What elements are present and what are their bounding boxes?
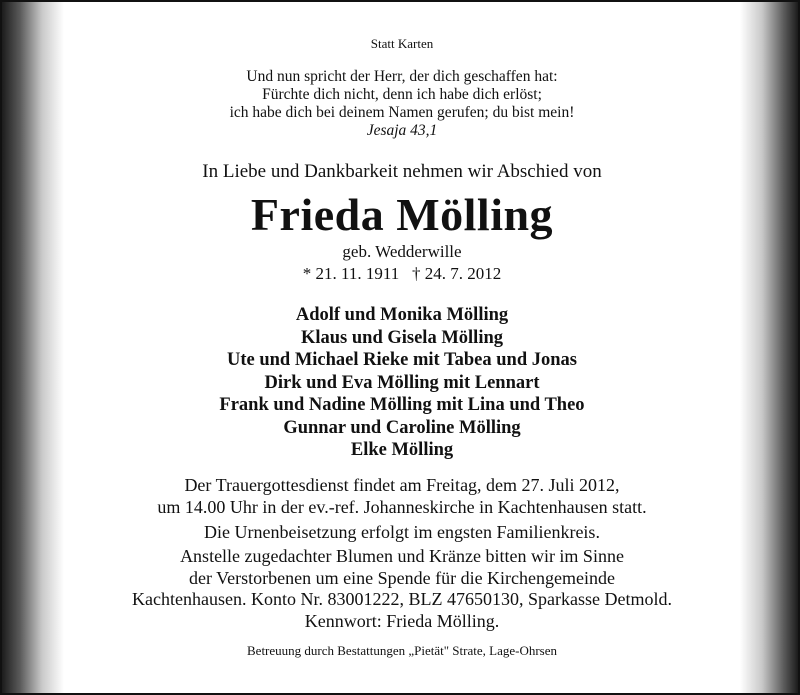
funeral-home-credit: Betreuung durch Bestattungen „Pietät" Strate, Lage-Ohrsen xyxy=(247,643,557,658)
donation-line-3: Kachtenhausen. Konto Nr. 83001222, BLZ 47650130, Sparkasse Detmold. xyxy=(132,589,672,609)
service-line-2: um 14.00 Uhr in der ev.-ref. Johanneskirche in Kachtenhausen statt. xyxy=(157,496,647,517)
obituary-content xyxy=(72,2,732,693)
verse-reference: Jesaja 43,1 xyxy=(366,122,438,139)
service-info xyxy=(72,475,732,518)
birth-date: * 21. 11. 1911 xyxy=(302,264,400,283)
deceased-name: Frieda Mölling xyxy=(250,189,554,240)
donation-line-2: der Verstorbenen um eine Spende für die Kirchengemeinde xyxy=(188,567,615,588)
verse-line-1: Und nun spricht der Herr, der dich geschaffen hat: xyxy=(246,68,558,85)
family-member: Gunnar und Caroline Mölling xyxy=(283,417,521,438)
family-member: Adolf und Monika Mölling xyxy=(295,305,509,325)
donation-request xyxy=(72,546,732,632)
life-dates xyxy=(72,263,732,285)
bible-verse xyxy=(72,68,732,140)
family-member: Frank und Nadine Mölling mit Lina und Theo xyxy=(219,395,585,415)
donation-line-4: Kennwort: Frieda Mölling. xyxy=(304,610,500,631)
verse-line-2: Fürchte dich nicht, denn ich habe dich erlöst; xyxy=(262,86,542,103)
family-list xyxy=(72,304,732,462)
family-member: Elke Mölling xyxy=(350,440,454,460)
birth-name: geb. Wedderwille xyxy=(342,242,462,261)
service-line-1: Der Trauergottesdienst findet am Freitag, dem 27. Juli 2012, xyxy=(184,475,620,495)
urn-burial-info: Die Urnenbeisetzung erfolgt im engsten Familienkreis. xyxy=(204,522,600,542)
donation-line-1: Anstelle zugedachter Blumen und Kränze bitten wir im Sinne xyxy=(180,546,624,566)
family-member: Klaus und Gisela Mölling xyxy=(300,327,503,348)
family-member: Ute und Michael Rieke mit Tabea und Jonas xyxy=(226,350,577,370)
death-date: † 24. 7. 2012 xyxy=(412,264,502,283)
verse-line-3: ich habe dich bei deinem Namen gerufen; du bist mein! xyxy=(229,104,575,121)
family-member: Dirk und Eva Mölling mit Lennart xyxy=(264,372,540,393)
farewell-intro: In Liebe und Dankbarkeit nehmen wir Abschied von xyxy=(202,161,602,182)
statt-karten-label: Statt Karten xyxy=(370,36,434,51)
